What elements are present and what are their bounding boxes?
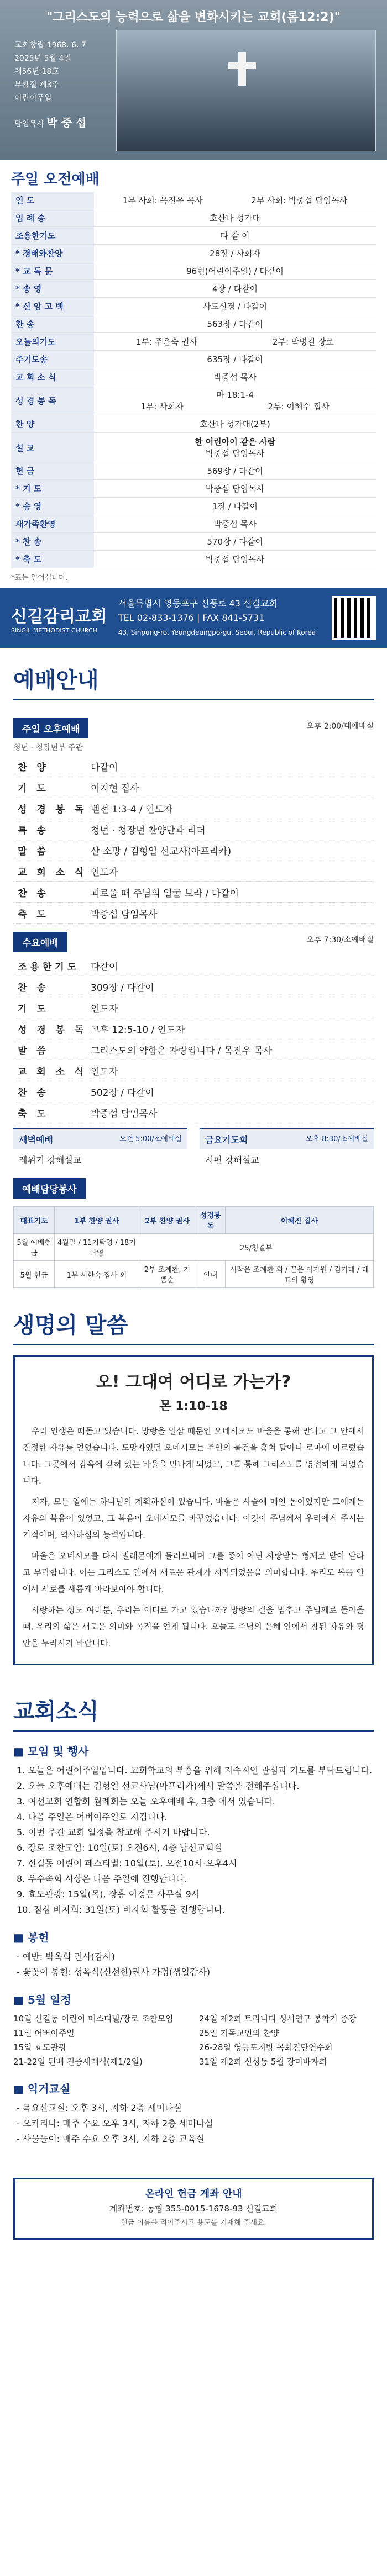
service-row bbox=[13, 1018, 374, 1039]
sermon-paragraph: 사랑하는 성도 여러분, 우리는 어디로 가고 있습니까? 방랑의 길을 멈추고 주님께로 돌아올 때, 우리의 삶은 새로운 의미와 목적을 얻게 됩니다. 오늘도 주님의 은혜 안에서 참된 자유와 평안을 누리시기 바랍니다. bbox=[23, 1605, 364, 1648]
offering-account: 계좌번호: 농협 355-0015-1678-93 신길교회 bbox=[109, 2204, 278, 2214]
worship-row-main: 호산나 성가대(2부) bbox=[200, 419, 270, 429]
service-row-label: 교 회 소 식 bbox=[18, 1067, 87, 1078]
worship-row-label: 조용한기도 bbox=[11, 227, 94, 244]
worship-row-v1: 1부 사회: 목진우 목사 bbox=[122, 196, 203, 205]
news-list bbox=[13, 1763, 374, 1918]
worship-row-value bbox=[94, 227, 376, 244]
tel-line: TEL 02-833-1376 | FAX 841-5731 bbox=[118, 613, 265, 623]
duty-header-cell: 성경봉독 bbox=[196, 1207, 225, 1234]
service-row bbox=[13, 777, 374, 798]
service-row-label: 찬 양 bbox=[18, 762, 49, 773]
study-list bbox=[13, 2100, 374, 2147]
worship-row-value bbox=[94, 480, 376, 497]
news-subhead: ■ 모임 및 행사 bbox=[13, 1745, 89, 1758]
worship-row-value bbox=[94, 533, 376, 550]
worship-row-main: 570장 / 다같이 bbox=[207, 537, 263, 547]
worship-row bbox=[11, 280, 376, 298]
service-row bbox=[13, 840, 374, 861]
worship-row-label: 찬 양 bbox=[11, 415, 94, 432]
worship-row-label: * 신 앙 고 백 bbox=[11, 298, 94, 315]
duty-cell: 1부 서한숙 집사 외 bbox=[55, 1261, 139, 1288]
duty-cell: 5월 헌금 bbox=[14, 1261, 55, 1288]
service-row-label: 말 씀 bbox=[18, 1046, 49, 1057]
afternoon-time: 오후 2:00/대예배실 bbox=[306, 722, 374, 731]
church-interior-photo bbox=[116, 30, 376, 151]
worship-row bbox=[11, 533, 376, 551]
service-row bbox=[13, 997, 374, 1018]
service-row bbox=[13, 976, 374, 997]
cross-bar bbox=[228, 62, 256, 69]
worship-row-label: * 축 도 bbox=[11, 551, 94, 568]
worship-row bbox=[11, 298, 376, 315]
banner-info bbox=[14, 39, 86, 131]
schedule-item: 10일 신길동 어린이 페스티벌/장로 조찬모임 bbox=[13, 2014, 174, 2024]
worship-row bbox=[11, 245, 376, 262]
cross-icon bbox=[238, 52, 246, 86]
service-row bbox=[13, 1039, 374, 1060]
worship-row bbox=[11, 315, 376, 333]
sermon-subject: 오! 그대여 어디로 가는가? bbox=[96, 1373, 291, 1392]
study-item: - 사물놀이: 매주 수요 오후 3시, 지하 2층 교육실 bbox=[17, 2134, 205, 2144]
worship-row-label: 교 회 소 식 bbox=[11, 368, 94, 386]
news-item: 5. 이번 주간 교회 일정을 참고해 주시기 바랍니다. bbox=[17, 1827, 210, 1838]
duty-cell: 2부 조계환, 기쁨순 bbox=[139, 1261, 196, 1288]
duty-cell: 4월말 / 11기탁영 / 18기탁영 bbox=[55, 1234, 139, 1261]
worship-guide-section bbox=[0, 648, 387, 1294]
duty-table bbox=[13, 1206, 374, 1288]
service-row-value: 이지현 집사 bbox=[91, 783, 139, 794]
news-sections bbox=[13, 1743, 374, 1980]
news-item: - 꽃꽂이 봉헌: 성옥식(신선한)권사 가정(생일감사) bbox=[17, 1967, 211, 1977]
worship-row-label: 설 교 bbox=[11, 433, 94, 462]
offering-note: 헌금 이름을 적어주시고 용도를 기재해 주세요. bbox=[121, 2219, 266, 2227]
service-row-value: 산 소망 / 김형일 선교사(아프리카) bbox=[91, 846, 232, 857]
worship-row-value bbox=[94, 368, 376, 386]
top-banner bbox=[0, 0, 387, 160]
service-row bbox=[13, 956, 374, 976]
worship-row-value bbox=[94, 433, 376, 462]
wednesday-worship-head: 수요예배 bbox=[13, 932, 67, 952]
sermon-reference: 몬 1:10-18 bbox=[159, 1400, 228, 1413]
service-row bbox=[13, 798, 374, 819]
service-row-label: 찬 송 bbox=[18, 1088, 49, 1099]
worship-row bbox=[11, 462, 376, 480]
worship-row-main: 박중섭 담임목사 bbox=[205, 555, 265, 564]
study-item: - 오카리나: 매주 수요 오후 3시, 지하 2층 세미나실 bbox=[17, 2118, 213, 2129]
duty-cell: 안내 bbox=[196, 1261, 225, 1288]
worship-row-main: 다 같 이 bbox=[220, 231, 250, 241]
church-info-banner bbox=[0, 588, 387, 648]
morning-worship-section bbox=[0, 160, 387, 588]
friday-body: 시편 강해설교 bbox=[205, 1155, 259, 1165]
service-row-value: 다같이 bbox=[91, 762, 118, 773]
worship-row-value bbox=[94, 386, 376, 415]
worship-row-v1: 1부: 주은숙 권사 bbox=[135, 337, 198, 347]
schedule-item: 24일 제2회 트리니티 성서연구 봉학기 종강 bbox=[199, 2014, 357, 2024]
worship-row-label: 주기도송 bbox=[11, 351, 94, 368]
duty-header-row bbox=[14, 1207, 374, 1234]
sermon-section bbox=[0, 1294, 387, 1680]
worship-row bbox=[11, 368, 376, 386]
worship-row bbox=[11, 480, 376, 498]
schedule-item: 31일 제2회 신성동 5월 장미바자회 bbox=[199, 2057, 327, 2067]
service-row bbox=[13, 1102, 374, 1123]
worship-row-main: 1장 / 다같이 bbox=[212, 502, 258, 511]
worship-row-main: 한 어린아이 같은 사람 bbox=[194, 437, 276, 447]
worship-row bbox=[11, 551, 376, 568]
sermon-paragraph: 저자, 모든 일에는 하나님의 계획하심이 있습니다. 바울은 사슬에 매인 몸이었지만 그에게는 자유의 복음이 있었고, 그 복음이 오네시모를 바꾸었습니다. 이것이 주님께서 우리에게 주시는 기적이며, 역사하심의 능력입니다. bbox=[23, 1497, 364, 1540]
news-title: 교회소식 bbox=[13, 1694, 374, 1732]
news-item: 9. 효도관광: 15일(목), 장흥 이정문 사무실 9시 bbox=[17, 1889, 200, 1899]
news-item: 4. 다음 주일은 어버이주일로 지킵니다. bbox=[17, 1812, 168, 1822]
service-row-value: 인도자 bbox=[91, 1004, 118, 1015]
service-row-value: 502장 / 다같이 bbox=[91, 1088, 154, 1099]
service-row-label: 기 도 bbox=[18, 783, 49, 794]
worship-row-sub bbox=[98, 400, 372, 412]
worship-row-main: 박중섭 목사 bbox=[213, 519, 257, 529]
service-row-value: 인도자 bbox=[91, 1067, 118, 1078]
worship-row bbox=[11, 415, 376, 433]
service-row-value: 309장 / 다같이 bbox=[91, 983, 154, 994]
service-row-label: 축 도 bbox=[18, 909, 49, 920]
service-row-value: 박중섭 담임목사 bbox=[91, 1108, 158, 1120]
schedule-item: 11일 어버이주일 bbox=[13, 2028, 75, 2038]
offering-title: 온라인 헌금 계좌 안내 bbox=[145, 2188, 242, 2200]
service-row-label: 축 도 bbox=[18, 1108, 49, 1120]
friday-prayer-col bbox=[200, 1128, 374, 1170]
schedule-left bbox=[13, 2012, 188, 2069]
service-row-label: 기 도 bbox=[18, 1004, 49, 1015]
duty-row bbox=[14, 1261, 374, 1288]
qr-code-icon[interactable] bbox=[332, 596, 376, 640]
church-name: 신길감리교회 bbox=[11, 606, 107, 626]
service-row bbox=[13, 756, 374, 777]
worship-row-value bbox=[94, 315, 376, 332]
worship-row-sub: 박중섭 담임목사 bbox=[205, 448, 265, 458]
schedule-item: 21-22일 된배 진중세레식(제1/2일) bbox=[13, 2057, 143, 2067]
news-item: 6. 장로 조찬모임: 10일(토) 오전6시, 4층 남선교회실 bbox=[17, 1843, 223, 1853]
duty-header-cell: 이혜진 집사 bbox=[225, 1207, 373, 1234]
afternoon-order-list bbox=[13, 756, 374, 924]
worship-row bbox=[11, 227, 376, 245]
worship-row bbox=[11, 515, 376, 533]
worship-row-value bbox=[94, 351, 376, 368]
dawn-head: 새벽예배 bbox=[19, 1134, 53, 1145]
online-offering-box bbox=[13, 2178, 374, 2240]
sermon-paragraph: 우리 인생은 떠돌고 있습니다. 방랑을 일삼 때문인 오네시모도 바울을 통해 만나고 그 안에서 진정한 자유를 얻었습니다. 도망자였던 오네시모는 주인의 물건을 훔쳐 달아나 로마에 이르렀습니다. 그곳에서 감옥에 갇혀 있는 바울을 만나게 되었고, 그를 통해 그리스도를 영접하게 되었습니다. bbox=[23, 1426, 364, 1486]
worship-row-main: 28장 / 사회자 bbox=[210, 249, 260, 258]
service-row-value: 괴로울 때 주님의 얼굴 보라 / 다같이 bbox=[91, 888, 239, 899]
worship-row bbox=[11, 262, 376, 280]
worship-row-main: 호산나 성가대 bbox=[210, 213, 260, 223]
friday-head: 금요기도회 bbox=[205, 1134, 248, 1145]
worship-row bbox=[11, 333, 376, 351]
worship-row-main: 569장 / 다같이 bbox=[207, 466, 263, 476]
worship-row-value bbox=[94, 245, 376, 262]
service-row-value: 인도자 bbox=[91, 867, 118, 878]
service-row-label: 교 회 소 식 bbox=[18, 867, 87, 878]
worship-row-v2: 2부 사회: 박중섭 담임목사 bbox=[251, 196, 348, 205]
duty-header-cell: 2부 찬양 권사 bbox=[139, 1207, 196, 1234]
worship-row-label: * 찬 송 bbox=[11, 533, 94, 550]
news-subhead: ■ 봉헌 bbox=[13, 1931, 49, 1944]
service-row-value: 벧전 1:3-4 / 인도자 bbox=[91, 804, 173, 815]
worship-row-value bbox=[94, 551, 376, 568]
church-address bbox=[118, 597, 321, 640]
worship-row-label: 인 도 bbox=[11, 192, 94, 209]
worship-guide-title: 예배안내 bbox=[13, 663, 374, 700]
worship-row-main: 박중섭 목사 bbox=[213, 372, 257, 382]
duty-header-cell: 1부 찬양 권사 bbox=[55, 1207, 139, 1234]
news-item: 10. 점심 바자회: 31일(토) 바자회 활동을 진행합니다. bbox=[17, 1904, 226, 1915]
worship-row-value bbox=[94, 280, 376, 297]
news-item: - 예반: 박옥희 권사(감사) bbox=[17, 1951, 116, 1962]
worship-row-v2: 2부: 박병길 장로 bbox=[272, 337, 334, 347]
theme1-text: 부활절 제3주 bbox=[14, 81, 59, 89]
duty-cell: 시작은 조계환 외 / 끝은 이자원 / 김기태 / 대표의 황영 bbox=[225, 1261, 373, 1288]
service-row bbox=[13, 903, 374, 924]
worship-row-value bbox=[94, 333, 376, 350]
worship-row-main: 635장 / 다같이 bbox=[207, 355, 263, 365]
sermon-text bbox=[23, 1423, 364, 1651]
worship-row-main: 4장 / 다같이 bbox=[212, 284, 258, 294]
worship-row-value bbox=[94, 262, 376, 279]
worship-row-label: 입 례 송 bbox=[11, 209, 94, 226]
duty-body bbox=[14, 1234, 374, 1288]
worship-row-value bbox=[94, 515, 376, 532]
service-row-value: 고후 12:5-10 / 인도자 bbox=[91, 1025, 185, 1036]
news-section bbox=[0, 1680, 387, 2161]
service-row-value: 박중섭 담임목사 bbox=[91, 909, 158, 920]
worship-row-main: 96번(어린이주일) / 다같이 bbox=[186, 266, 284, 276]
church-name-en: SINGIL METHODIST CHURCH bbox=[11, 626, 97, 634]
date-text: 2025년 5월 4일 bbox=[14, 54, 71, 63]
worship-row-value bbox=[94, 498, 376, 515]
wednesday-order-list bbox=[13, 956, 374, 1123]
dawn-friday-row bbox=[13, 1128, 374, 1170]
service-row-label: 말 씀 bbox=[18, 846, 49, 857]
worship-row-label: * 기 도 bbox=[11, 480, 94, 497]
sermon-paragraph: 바울은 오네시모를 다시 빌레몬에게 돌려보내며 그를 종이 아닌 사랑받는 형제로 받아 달라고 부탁합니다. 이는 그리스도 안에서 새로운 관계가 시작되었음을 의미합니다. 우리도 복음 안에서 서로를 새롭게 바라보아야 합니다. bbox=[23, 1551, 364, 1594]
pastor-label: 담임목사 bbox=[14, 120, 45, 129]
worship-row bbox=[11, 351, 376, 368]
duty-cell: 25/청결부 bbox=[139, 1234, 374, 1261]
worship-row-label: * 송 영 bbox=[11, 280, 94, 297]
service-row bbox=[13, 1081, 374, 1102]
news-item: 7. 신길동 어린이 페스티벌: 10일(토), 오전10시-오후4시 bbox=[17, 1858, 237, 1868]
schedule-head: ■ 5월 일정 bbox=[13, 1993, 71, 2007]
worship-row bbox=[11, 192, 376, 209]
news-item: 1. 오늘은 어린이주일입니다. 교회학교의 부흥을 위해 지속적인 관심과 기도를 부탁드립니다. bbox=[17, 1765, 373, 1776]
worship-row-label: 새가족환영 bbox=[11, 515, 94, 532]
friday-time: 오후 8:30/소예배실 bbox=[305, 1135, 368, 1143]
schedule-right bbox=[199, 2012, 374, 2069]
service-row-label: 성 경 봉 독 bbox=[18, 1025, 87, 1036]
worship-row-label: * 교 독 문 bbox=[11, 262, 94, 279]
worship-row-value bbox=[94, 298, 376, 315]
study-head: ■ 익거교실 bbox=[13, 2082, 71, 2095]
service-row-value: 청년 · 청장년 찬양단과 리더 bbox=[91, 825, 206, 836]
founded-text: 교회창립 1968. 6. 7 bbox=[14, 41, 86, 50]
service-row-label: 성 경 봉 독 bbox=[18, 804, 87, 815]
service-row-label: 찬 송 bbox=[18, 983, 49, 994]
service-row-value: 다같이 bbox=[91, 962, 118, 973]
duty-header-cell: 대표기도 bbox=[14, 1207, 55, 1234]
worship-row-label: 헌 금 bbox=[11, 462, 94, 479]
duty-cell: 5월 예배헌금 bbox=[14, 1234, 55, 1261]
worship-row-main: 563장 / 다같이 bbox=[207, 319, 263, 329]
worship-row-value bbox=[94, 192, 376, 209]
service-row bbox=[13, 819, 374, 840]
service-row-label: 특 송 bbox=[18, 825, 49, 836]
dawn-time: 오전 5:00/소예배실 bbox=[119, 1135, 182, 1143]
sermon-box bbox=[13, 1355, 374, 1665]
pastor-name: 박 중 섭 bbox=[46, 116, 87, 129]
worship-row-main: 마 18:1-4 bbox=[216, 390, 254, 400]
banner-slogan: "그리스도의 능력으로 삶을 변화시키는 교회(롬12:2)" bbox=[46, 10, 341, 24]
sermon-section-title: 생명의 말씀 bbox=[13, 1308, 374, 1345]
dawn-body: 레위기 강해설교 bbox=[19, 1155, 82, 1165]
worship-row-v2: 2부: 이혜수 집사 bbox=[268, 402, 330, 411]
address-en-line: 43, Sinpung-ro, Yeongdeungpo-gu, Seoul, Republic of Korea bbox=[118, 629, 316, 636]
morning-worship-title: 주일 오전예배 bbox=[11, 171, 100, 188]
worship-row-label: * 경배와찬양 bbox=[11, 245, 94, 262]
worship-row-main: 박중섭 담임목사 bbox=[205, 484, 265, 494]
worship-row-label: 오늘의기도 bbox=[11, 333, 94, 350]
wednesday-time: 오후 7:30/소예배실 bbox=[306, 936, 374, 944]
afternoon-sub: 청년 · 청장년부 주관 bbox=[13, 743, 83, 752]
duty-head: 예배담당봉사 bbox=[13, 1178, 86, 1199]
dawn-worship-col bbox=[13, 1128, 187, 1170]
afternoon-worship-head: 주일 오후예배 bbox=[13, 718, 88, 738]
worship-row-value bbox=[94, 415, 376, 432]
schedule-item: 15일 효도관광 bbox=[13, 2042, 67, 2052]
issue-text: 제56년 18호 bbox=[14, 67, 59, 76]
worship-row-main: 사도신경 / 다같이 bbox=[202, 302, 268, 312]
service-row bbox=[13, 882, 374, 903]
news-item: 3. 여선교회 연합회 월례회는 오늘 오후예배 후, 3층 에서 있습니다. bbox=[17, 1796, 275, 1807]
duty-row bbox=[14, 1234, 374, 1261]
news-item: 2. 오늘 오후예배는 김형일 선교사님(아프리카)께서 말씀을 전해주십니다. bbox=[17, 1781, 300, 1791]
worship-row-label: 성 경 봉 독 bbox=[11, 386, 94, 415]
worship-row-value bbox=[94, 462, 376, 479]
worship-row-v1: 1부: 사회자 bbox=[140, 402, 184, 411]
schedule-item: 25일 기독교인의 찬양 bbox=[199, 2028, 279, 2038]
worship-row-value bbox=[94, 209, 376, 226]
service-row-label: 찬 송 bbox=[18, 888, 49, 899]
study-item: - 목요산교실: 오후 3시, 지하 2층 세미나실 bbox=[17, 2103, 182, 2113]
worship-row bbox=[11, 386, 376, 415]
news-item: 8. 우수속회 시상은 다음 주일에 진행합니다. bbox=[17, 1873, 187, 1884]
church-logo bbox=[11, 603, 107, 634]
address-line: 서울특별시 영등포구 신풍로 43 신길교회 bbox=[118, 598, 278, 609]
worship-note: *표는 일어섭니다. bbox=[11, 574, 68, 582]
service-row-label: 조용한기도 bbox=[18, 962, 80, 973]
worship-row-label: * 송 영 bbox=[11, 498, 94, 515]
worship-row bbox=[11, 498, 376, 515]
schedule-item: 26-28일 영등포지방 목회진단연수회 bbox=[199, 2042, 333, 2052]
schedule-columns bbox=[13, 2012, 374, 2069]
worship-row bbox=[11, 433, 376, 462]
theme2-text: 어린이주일 bbox=[14, 94, 52, 103]
service-row bbox=[13, 1060, 374, 1081]
service-row-value: 그리스도의 약함은 자랑입니다 / 목진우 목사 bbox=[91, 1046, 273, 1057]
worship-order-list bbox=[11, 192, 376, 568]
worship-row bbox=[11, 209, 376, 227]
worship-row-label: 찬 송 bbox=[11, 315, 94, 332]
service-row bbox=[13, 861, 374, 882]
news-list bbox=[13, 1949, 374, 1980]
